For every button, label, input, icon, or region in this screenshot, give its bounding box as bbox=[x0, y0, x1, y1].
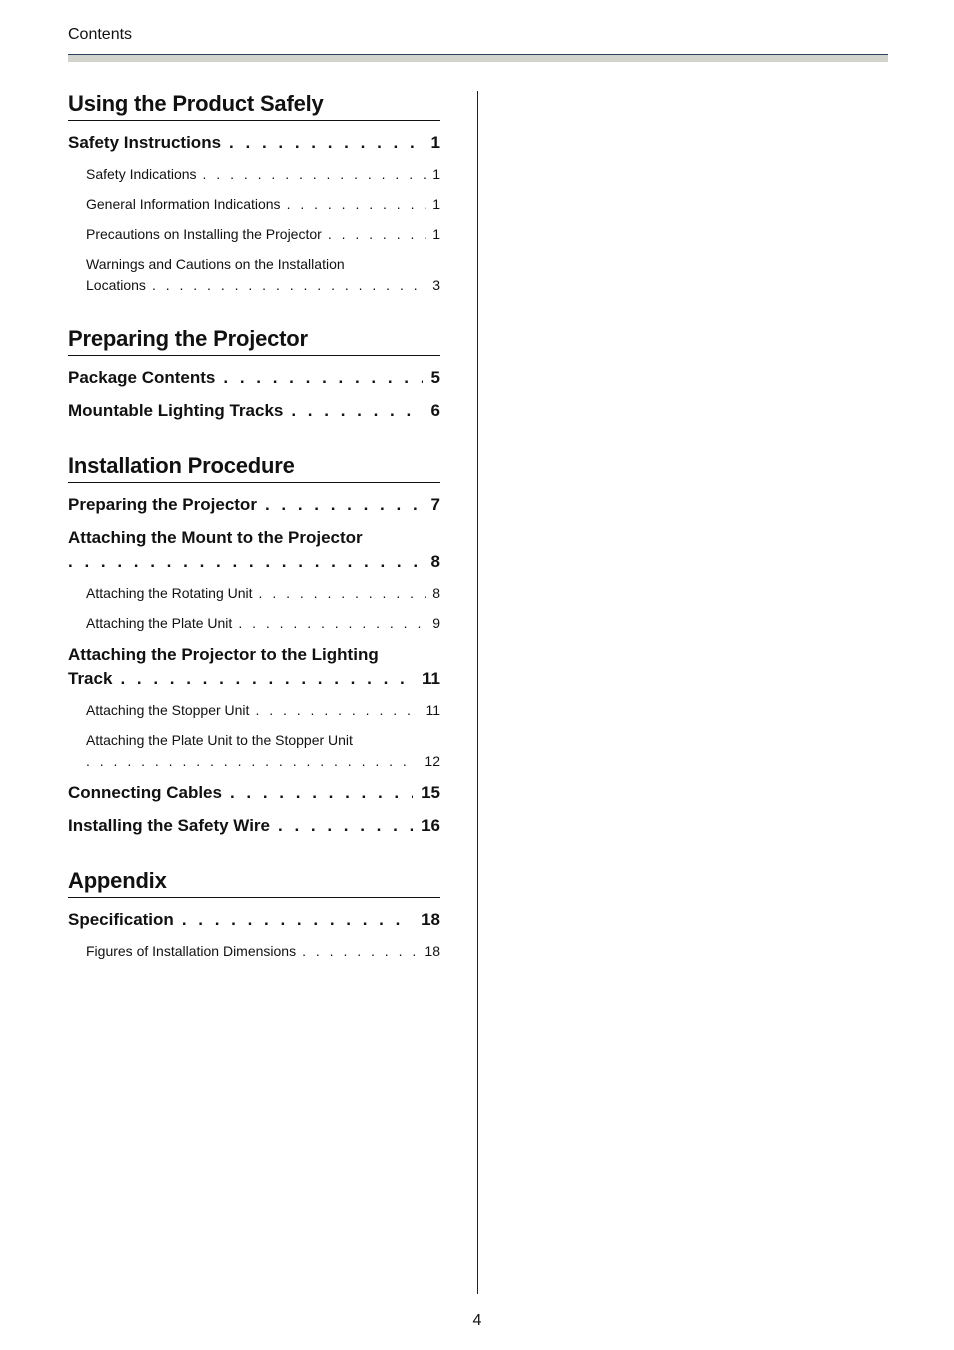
entry-title: Connecting Cables bbox=[68, 783, 222, 802]
toc-entry-specification[interactable] bbox=[68, 904, 440, 937]
toc-entry-preparing-projector[interactable] bbox=[68, 489, 440, 522]
toc-entry-warnings-cautions-locations[interactable] bbox=[68, 250, 440, 301]
entry-title: Safety Indications bbox=[86, 166, 197, 182]
entry-title-line1: Attaching the Projector to the Lighting bbox=[68, 645, 379, 664]
entry-title: Attaching the Rotating Unit bbox=[86, 585, 253, 601]
dot-leader bbox=[120, 667, 414, 691]
entry-title-line1: Attaching the Plate Unit to the Stopper Unit bbox=[86, 732, 353, 748]
entry-page: 8 bbox=[430, 552, 440, 571]
entry-page: 1 bbox=[432, 166, 440, 182]
dot-leader bbox=[230, 781, 413, 805]
toc-entry-mountable-lighting-tracks[interactable] bbox=[68, 395, 440, 428]
entry-title: Safety Instructions bbox=[68, 133, 222, 152]
entry-title-line2: Track bbox=[68, 669, 113, 688]
dot-leader bbox=[86, 751, 418, 772]
table-of-contents bbox=[68, 90, 440, 991]
entry-title-line2: Locations bbox=[86, 277, 146, 293]
toc-entry-general-information-indications[interactable] bbox=[68, 190, 440, 220]
toc-section-installation-procedure bbox=[68, 452, 440, 843]
entry-page: 8 bbox=[432, 585, 440, 601]
dot-leader bbox=[259, 583, 427, 604]
dot-leader bbox=[255, 700, 419, 721]
page-number: 4 bbox=[472, 1312, 482, 1329]
toc-entry-safety-indications[interactable] bbox=[68, 160, 440, 190]
entry-title: Figures of Installation Dimensions bbox=[86, 943, 297, 959]
entry-page: 16 bbox=[421, 816, 440, 835]
column-divider bbox=[477, 91, 478, 1294]
entry-page: 15 bbox=[421, 783, 440, 802]
entry-page: 11 bbox=[422, 669, 440, 688]
section-title[interactable]: Installation Procedure bbox=[68, 452, 440, 483]
entry-page: 9 bbox=[432, 615, 440, 631]
entry-page: 1 bbox=[430, 133, 440, 152]
dot-leader bbox=[278, 814, 413, 838]
dot-leader bbox=[302, 941, 418, 962]
dot-leader bbox=[182, 908, 413, 932]
entry-page: 1 bbox=[432, 196, 440, 212]
entry-title: Attaching the Plate Unit bbox=[86, 615, 233, 631]
dot-leader bbox=[238, 613, 426, 634]
toc-entry-attaching-plate-to-stopper[interactable] bbox=[68, 726, 440, 777]
toc-entry-attaching-stopper-unit[interactable] bbox=[68, 696, 440, 726]
entry-page: 7 bbox=[430, 495, 440, 514]
toc-entry-precautions-installing[interactable] bbox=[68, 220, 440, 250]
entry-title: Package Contents bbox=[68, 368, 216, 387]
entry-page: 12 bbox=[424, 753, 440, 769]
entry-title: Specification bbox=[68, 910, 174, 929]
dot-leader bbox=[152, 275, 426, 296]
dot-leader bbox=[287, 194, 427, 215]
toc-entry-attaching-projector-track[interactable] bbox=[68, 639, 440, 696]
section-title[interactable]: Appendix bbox=[68, 867, 440, 898]
toc-entry-attaching-mount[interactable] bbox=[68, 522, 440, 579]
toc-section-preparing-projector bbox=[68, 325, 440, 428]
toc-entry-figures-installation-dimensions[interactable] bbox=[68, 937, 440, 967]
toc-entry-attaching-rotating-unit[interactable] bbox=[68, 579, 440, 609]
entry-title: Preparing the Projector bbox=[68, 495, 257, 514]
section-title[interactable]: Preparing the Projector bbox=[68, 325, 440, 356]
entry-title-line1: Attaching the Mount to the Projector bbox=[68, 528, 363, 547]
section-title[interactable]: Using the Product Safely bbox=[68, 90, 440, 121]
dot-leader bbox=[223, 366, 422, 390]
entry-page: 18 bbox=[424, 943, 440, 959]
entry-page: 3 bbox=[432, 277, 440, 293]
entry-title: Precautions on Installing the Projector bbox=[86, 226, 322, 242]
running-header: Contents bbox=[68, 26, 133, 43]
dot-leader bbox=[291, 399, 422, 423]
toc-entry-attaching-plate-unit[interactable] bbox=[68, 609, 440, 639]
toc-entry-package-contents[interactable] bbox=[68, 362, 440, 395]
entry-title: Installing the Safety Wire bbox=[68, 816, 270, 835]
toc-section-using-product-safely bbox=[68, 90, 440, 301]
dot-leader bbox=[229, 131, 422, 155]
entry-page: 11 bbox=[425, 702, 440, 718]
entry-page: 18 bbox=[421, 910, 440, 929]
entry-page: 1 bbox=[432, 226, 440, 242]
dot-leader bbox=[203, 164, 427, 185]
entry-title-line1: Warnings and Cautions on the Installation bbox=[86, 256, 345, 272]
dot-leader bbox=[68, 550, 423, 574]
toc-entry-connecting-cables[interactable] bbox=[68, 777, 440, 810]
toc-section-appendix bbox=[68, 867, 440, 967]
entry-title: Attaching the Stopper Unit bbox=[86, 702, 250, 718]
dot-leader bbox=[328, 224, 426, 245]
dot-leader bbox=[265, 493, 423, 517]
entry-title: Mountable Lighting Tracks bbox=[68, 401, 284, 420]
entry-page: 6 bbox=[430, 401, 440, 420]
toc-entry-installing-safety-wire[interactable] bbox=[68, 810, 440, 843]
entry-title: General Information Indications bbox=[86, 196, 281, 212]
entry-page: 5 bbox=[430, 368, 440, 387]
header-band bbox=[68, 55, 888, 62]
toc-entry-safety-instructions[interactable] bbox=[68, 127, 440, 160]
